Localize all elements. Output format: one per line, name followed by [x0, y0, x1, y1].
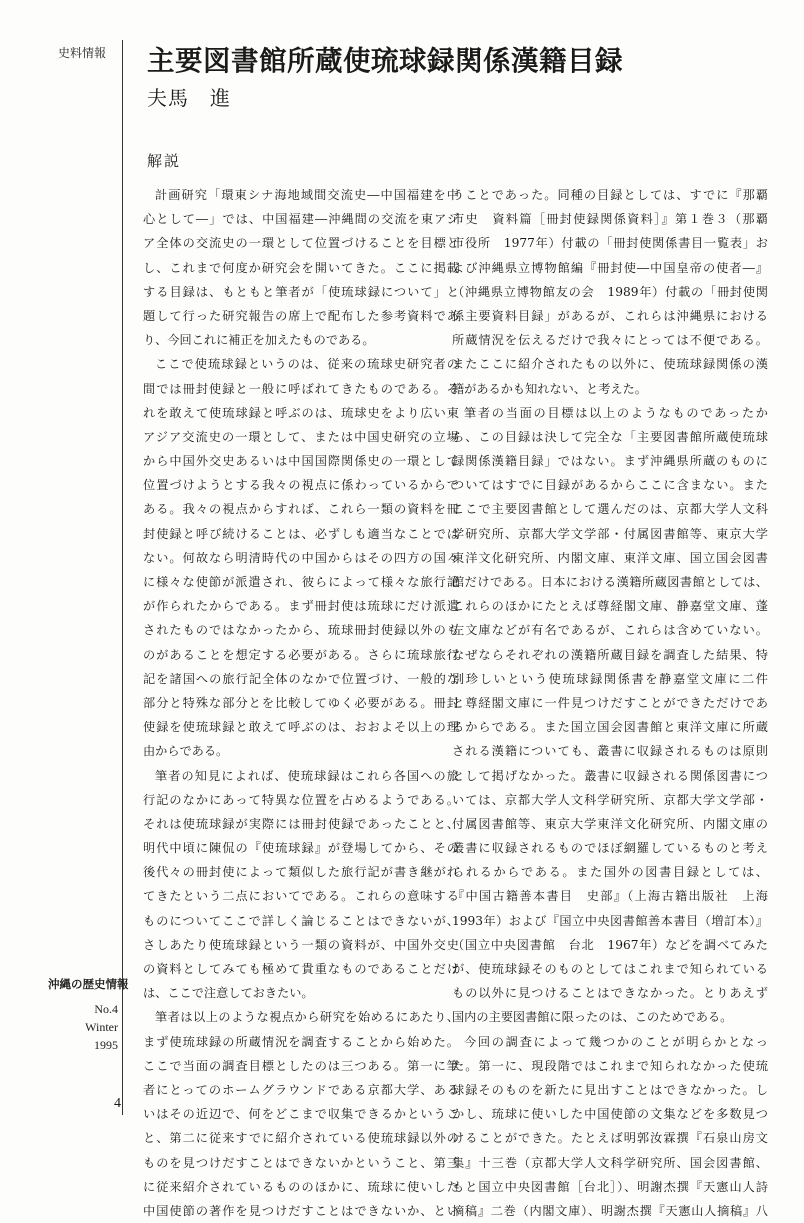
text-line: 使録を使琉球録と敢えて呼ぶのは、おおよそ以上の理: [143, 720, 459, 735]
page-number: 4: [114, 1096, 121, 1111]
text-line: 摘稿』二巻（内閣文庫）、明謝杰撰『天憲山人摘稿』八: [452, 1203, 768, 1218]
issue-year: 1995: [94, 1038, 118, 1052]
text-line: の資料としてみても極めて貴重なものであることだけ: [143, 962, 459, 976]
journal-title: 沖縄の歴史情報: [48, 977, 129, 991]
article-title: 主要図書館所蔵使琉球録関係漢籍目録: [147, 45, 623, 77]
text-line: 東洋文化研究所、内閣文庫、東洋文庫、国立国会図書: [452, 550, 768, 565]
text-line: が、使琉球録そのものとしてはこれまで知られている: [452, 962, 768, 976]
text-line: に従来紹介されているもののほかに、琉球に使いした: [143, 1179, 459, 1194]
text-line: 心として―」では、中国福建―沖縄間の交流を東アジ: [143, 212, 459, 227]
text-line: れを敢えて使琉球録と呼ぶのは、琉球史をより広い東: [143, 405, 459, 420]
text-line: 計画研究「環東シナ海地域間交流史―中国福建を中: [155, 188, 459, 202]
text-line: かし、琉球に使いした中国使節の文集などを多数見つ: [452, 1107, 768, 1122]
text-line: もの以外に見つけることはできなかった。とりあえず: [452, 986, 768, 1001]
text-line: ア全体の交流史の一環として位置づけることを目標と: [143, 236, 459, 251]
text-line: うことであった。同種の目録としては、すでに『那覇: [452, 188, 768, 202]
text-line: 所蔵情況を伝えるだけで我々にとっては不便である。: [452, 333, 768, 348]
section-heading: 解説: [147, 152, 182, 170]
text-line: けることができた。たとえば明郭汝霖撰『石泉山房文: [452, 1131, 768, 1146]
section-label: 史料情報: [58, 46, 107, 60]
text-line: と尊経閣文庫に一件見つけだすことができただけであ: [452, 695, 768, 710]
text-line: する目録は、もともと筆者が「使琉球録について」と: [143, 284, 459, 299]
text-line: 題して行った研究報告の席上で配布した参考資料であ: [143, 308, 459, 323]
text-line: は、ここで注意しておきたい。: [143, 986, 314, 1001]
text-line: のがあることを想定する必要がある。さらに琉球旅行: [143, 647, 459, 662]
text-line: 明代中頃に陳侃の『使琉球録』が登場してから、その: [143, 841, 459, 856]
text-line: 籍があるかも知れない、と考えた。: [452, 381, 647, 396]
text-line: ら、この目録は決して完全な「主要図書館所蔵使琉球: [452, 429, 768, 444]
text-line: 市史 資料篇［冊封使録関係資料］』第１巻３（那覇: [452, 212, 768, 227]
text-line: 1993年）および『国立中央図書館善本書目（増訂本）』: [452, 913, 768, 928]
text-line: 『中国古籍善本書目 史部』（上海古籍出版社 上海: [452, 889, 768, 904]
text-line: 行記のなかにあって特異な位置を占めるようである。: [143, 792, 459, 807]
text-line: 筆者の当面の目標は以上のようなものであったか: [464, 405, 768, 420]
text-line: またここに紹介されたもの以外に、使琉球録関係の漢: [452, 357, 768, 372]
text-line: から中国外交史あるいは中国国際関係史の一環として: [143, 454, 459, 469]
text-line: た。第一に、現段階ではこれまで知られなかった使琉: [452, 1058, 768, 1073]
text-line: もと国立中央図書館［台北］）、明謝杰撰『天憲山人詩: [452, 1179, 768, 1194]
text-line: し、これまで何度か研究会を開いてきた。ここに掲載: [143, 260, 459, 275]
text-line: 中国使節の著作を見つけだすことはできないか、とい: [143, 1203, 459, 1218]
issue-season: Winter: [85, 1020, 118, 1034]
text-line: 集』十三巻（京都大学人文科学研究所、国会図書館、: [452, 1155, 768, 1170]
text-line: ついてはすでに目録があるからここに含まない。また: [452, 478, 768, 493]
text-line: これらのほかにたとえば尊経閣文庫、静嘉堂文庫、蓬: [452, 599, 768, 614]
text-line: ものについてここで詳しく論じることはできないが、: [143, 913, 459, 928]
issue-number: No.4: [94, 1002, 118, 1016]
text-line: 記を諸国への旅行記全体のなかで位置づけ、一般的な: [143, 671, 459, 686]
text-line: 位置づけようとする我々の視点に係わっているからで: [143, 478, 459, 493]
text-line: 叢書に収録されるものでほぼ網羅しているものと考え: [452, 841, 768, 856]
text-line: 館だけである。日本における漢籍所蔵図書館としては、: [452, 575, 768, 589]
text-line: 球録そのものを新たに見出すことはできなかった。し: [452, 1082, 768, 1097]
text-line: るからである。また国立国会図書館と東洋文庫に所蔵: [452, 720, 768, 735]
body-column-right: [452, 183, 768, 1223]
text-line: 後代々の冊封使によって類似した旅行記が書き継がれ: [143, 865, 459, 880]
text-line: ものを見つけだすことはできないかということ、第三: [143, 1155, 459, 1170]
text-line: 部分と特殊な部分とを比較してゆく必要がある。冊封: [143, 695, 459, 710]
text-line: ここで主要図書館として選んだのは、京都大学人文科: [452, 502, 768, 517]
text-line: ない。何故なら明清時代の中国からはその四方の国々: [143, 550, 459, 565]
text-line: 者にとってのホームグラウンドである京都大学、ある: [143, 1082, 459, 1097]
text-line: 由からである。: [143, 744, 229, 759]
text-line: ここで使琉球録というのは、従来の琉球史研究者の: [155, 357, 459, 372]
text-line: られるからである。また国外の図書目録としては、: [452, 865, 768, 880]
text-line: さしあたり使琉球録という一類の資料が、中国外交史: [143, 937, 459, 952]
text-line: が作られたからである。まず冊封使は琉球にだけ派遣: [143, 599, 459, 614]
text-line: まず使琉球録の所蔵情況を調査することから始めた。: [143, 1034, 459, 1049]
text-line: 係主要資料目録」があるが、これらは沖縄県における: [452, 308, 768, 323]
text-line: アジア交流史の一環として、または中国史研究の立場: [143, 429, 459, 444]
text-line: と、第二に従来すでに紹介されている使琉球録以外の: [143, 1131, 459, 1146]
text-line: 左文庫などが有名であるが、これらは含めていない。: [452, 623, 768, 638]
text-line: 間では冊封使録と一般に呼ばれてきたものである。そ: [143, 381, 459, 396]
text-line: 今回の調査によって幾つかのことが明らかとなっ: [464, 1034, 768, 1049]
text-line: 筆者は以上のような視点から研究を始めるにあたり、: [155, 1010, 459, 1025]
text-line: 封使録と呼び続けることは、必ずしも適当なことでは: [143, 526, 459, 541]
margin-divider: [122, 40, 123, 1115]
text-line: 筆者の知見によれば、使琉球録はこれら各国への旅: [155, 768, 459, 783]
text-line: （国立中央図書館 台北 1967年）などを調べてみた: [452, 937, 768, 952]
text-line: に様々な使節が派遣され、彼らによって様々な旅行記: [143, 575, 459, 589]
text-line: （沖縄県立博物館友の会 1989年）付載の「冊封使関: [452, 284, 768, 299]
text-line: てきたという二点においてである。これらの意味する: [143, 889, 459, 904]
text-line: 録関係漢籍目録」ではない。まず沖縄県所蔵のものに: [452, 454, 768, 469]
text-line: として掲げなかった。叢書に収録される関係図書につ: [452, 768, 768, 783]
author-name: 夫馬 進: [147, 86, 231, 110]
text-line: ある。我々の視点からすれば、これら一類の資料を冊: [143, 502, 459, 517]
text-line: 付属図書館等、東京大学東洋文化研究所、内閣文庫の: [452, 816, 768, 831]
text-line: いては、京都大学人文科学研究所、京都大学文学部・: [452, 792, 768, 807]
text-line: される漢籍についても、叢書に収録されるものは原則: [452, 744, 768, 759]
text-line: り、今回これに補正を加えたものである。: [143, 333, 375, 348]
text-line: されたものではなかったから、琉球冊封使録以外のも: [143, 623, 459, 638]
text-line: 国内の主要図書館に限ったのは、このためである。: [452, 1010, 733, 1025]
text-line: いはその近辺で、何をどこまで収集できるかというこ: [143, 1107, 459, 1122]
text-line: 別珍しいという使琉球録関係書を静嘉堂文庫に二件: [452, 671, 768, 686]
text-line: ここで当面の調査目標としたのは三つある。第一に筆: [143, 1058, 459, 1073]
text-line: 市役所 1977年）付載の「冊封使関係書目一覧表」お: [452, 236, 768, 251]
text-line: 学研究所、京都大学文学部・付属図書館等、東京大学: [452, 526, 768, 541]
issue-info: [60, 1000, 118, 1054]
body-column-left: [143, 183, 459, 1223]
text-line: なぜならそれぞれの漢籍所蔵目録を調査した結果、特: [452, 647, 768, 662]
text-line: それは使琉球録が実際には冊封使録であったことと、: [143, 816, 459, 831]
text-line: よび沖縄県立博物館編『冊封使―中国皇帝の使者―』: [452, 260, 768, 275]
